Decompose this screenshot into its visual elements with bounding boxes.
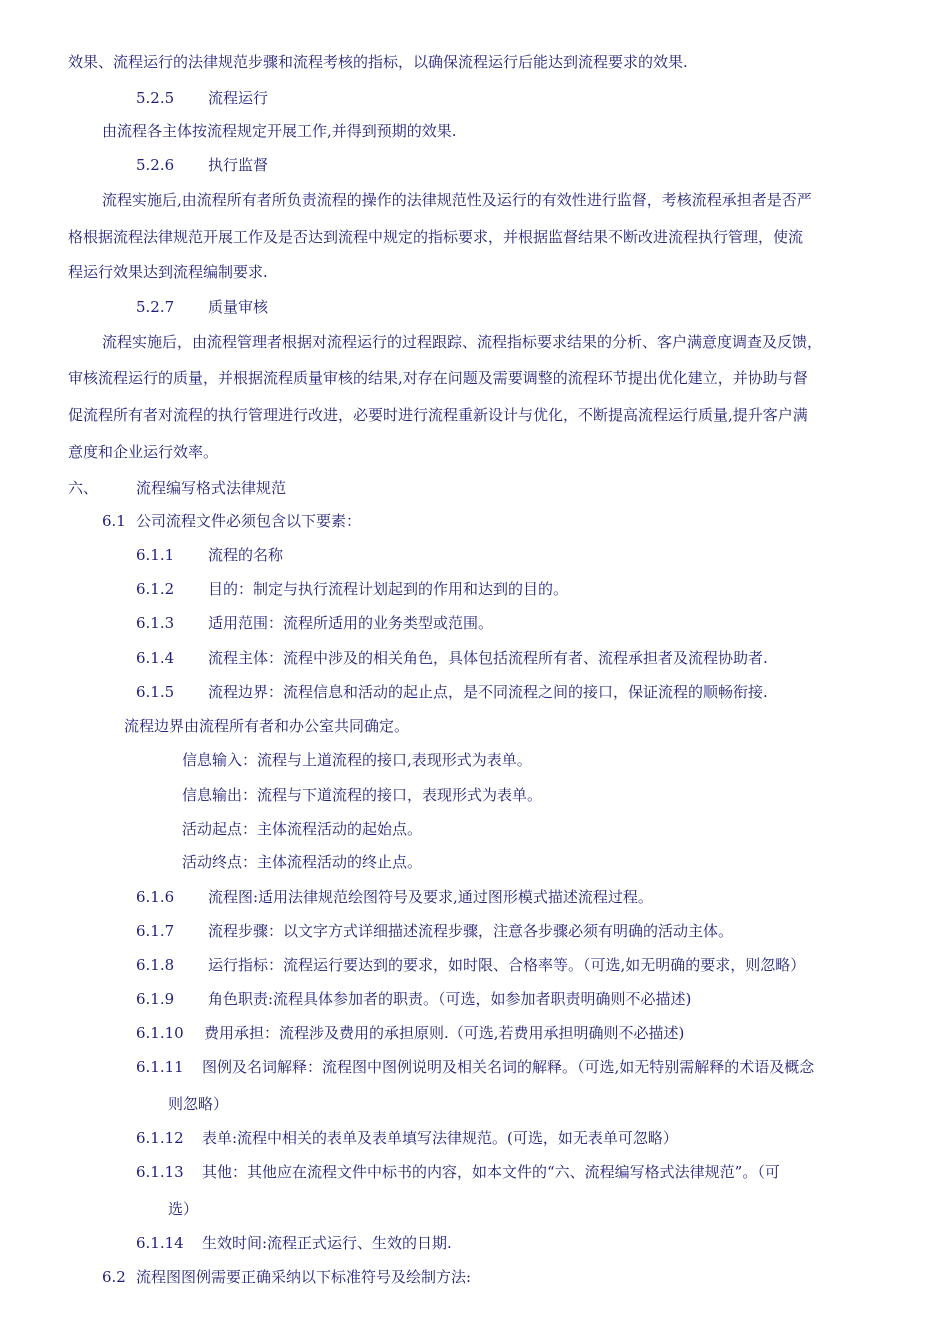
section-title: 流程图图例需要正确采纳以下标准符号及绘制方法: — [136, 1268, 472, 1286]
item-number: 6.1.4 — [136, 649, 175, 667]
list-item — [136, 613, 493, 633]
section-number: 5.2.5 — [136, 89, 175, 107]
item-text: 运行指标：流程运行要达到的要求，如时限、合格率等。（可选,如无明确的要求，则忽略） — [208, 956, 806, 974]
boundary-item: 信息输出：流程与下道流程的接口，表现形式为表单。 — [182, 786, 543, 804]
item-number: 6.1.10 — [136, 1024, 184, 1042]
item-text: 费用承担：流程涉及费用的承担原则.（可选,若费用承担明确则不必描述) — [204, 1024, 685, 1042]
item-text: 表单:流程中相关的表单及表单填写法律规范。(可选，如无表单可忽略） — [202, 1129, 678, 1147]
item-number: 6.1.14 — [136, 1234, 184, 1252]
section-title: 执行监督 — [208, 156, 269, 174]
item-continuation: 选） — [168, 1200, 199, 1218]
paragraph-line: 流程实施后，由流程管理者根据对流程运行的过程跟踪、流程指标要求结果的分析、客户满意度调查及反馈， — [102, 333, 823, 351]
paragraph-line: 格根据流程法律规范开展工作及是否达到流程中规定的指标要求，并根据监督结果不断改进流程执行管理，使流 — [68, 228, 804, 246]
item-text: 目的：制定与执行流程计划起到的作用和达到的目的。 — [208, 580, 569, 598]
section-heading-5-2-6 — [136, 155, 268, 175]
item-number: 6.1.3 — [136, 614, 175, 632]
subsection-heading-6-2 — [102, 1267, 471, 1287]
item-continuation: 则忽略） — [168, 1095, 229, 1113]
list-item — [136, 1162, 780, 1182]
paragraph-line: 由流程各主体按流程规定开展工作,并得到预期的效果. — [102, 122, 457, 140]
item-number: 6.1.2 — [136, 580, 175, 598]
list-item — [136, 1128, 678, 1148]
list-item — [136, 921, 733, 941]
list-item — [136, 887, 653, 907]
list-item — [136, 648, 768, 668]
section-number: 6.2 — [102, 1268, 126, 1286]
section-title: 公司流程文件必须包含以下要素： — [136, 512, 362, 530]
item-text: 流程步骤：以文字方式详细描述流程步骤，注意各步骤必须有明确的活动主体。 — [208, 922, 734, 940]
list-item — [136, 545, 283, 565]
item-number: 6.1.9 — [136, 990, 175, 1008]
item-number: 6.1.12 — [136, 1129, 184, 1147]
item-text: 流程主体：流程中涉及的相关角色，具体包括流程所有者、流程承担者及流程协助者. — [208, 649, 768, 667]
item-text: 角色职责:流程具体参加者的职责。（可选，如参加者职责明确则不必描述) — [208, 990, 692, 1008]
item-text: 流程边界：流程信息和活动的起止点，是不同流程之间的接口，保证流程的顺畅衔接. — [208, 683, 768, 701]
item-text: 生效时间:流程正式运行、生效的日期. — [202, 1234, 452, 1252]
section-number: 5.2.7 — [136, 298, 175, 316]
chapter-heading — [68, 478, 286, 498]
paragraph-line: 流程实施后,由流程所有者所负责流程的操作的法律规范性及运行的有效性进行监督，考核流程承担者是否严 — [102, 191, 812, 209]
section-title: 质量审核 — [208, 298, 269, 316]
section-heading-5-2-5 — [136, 88, 268, 108]
section-heading-5-2-7 — [136, 297, 268, 317]
chapter-number: 六、 — [68, 479, 99, 497]
item-number: 6.1.13 — [136, 1163, 184, 1181]
section-title: 流程运行 — [208, 89, 269, 107]
list-item — [136, 579, 568, 599]
boundary-item: 信息输入：流程与上道流程的接口,表现形式为表单。 — [182, 751, 532, 769]
item-text: 流程的名称 — [208, 546, 284, 564]
subsection-heading-6-1 — [102, 511, 361, 531]
boundary-note: 流程边界由流程所有者和办公室共同确定。 — [124, 717, 410, 735]
item-number: 6.1.8 — [136, 956, 175, 974]
list-item — [136, 1023, 684, 1043]
list-item — [136, 682, 768, 702]
paragraph-line: 效果、流程运行的法律规范步骤和流程考核的指标，以确保流程运行后能达到流程要求的效果. — [68, 53, 688, 71]
paragraph-line: 意度和企业运行效率。 — [68, 443, 219, 461]
item-number: 6.1.1 — [136, 546, 175, 564]
list-item — [136, 1233, 452, 1253]
boundary-item: 活动起点：主体流程活动的起始点。 — [182, 820, 423, 838]
section-number: 5.2.6 — [136, 156, 175, 174]
list-item — [136, 955, 805, 975]
item-text: 其他：其他应在流程文件中标书的内容，如本文件的“六、流程编写格式法律规范”。（可 — [202, 1163, 780, 1181]
item-text: 流程图:适用法律规范绘图符号及要求,通过图形模式描述流程过程。 — [208, 888, 653, 906]
boundary-item: 活动终点：主体流程活动的终止点。 — [182, 853, 423, 871]
paragraph-line: 程运行效果达到流程编制要求. — [68, 263, 268, 281]
list-item — [136, 989, 691, 1009]
paragraph-line: 审核流程运行的质量，并根据流程质量审核的结果,对存在问题及需要调整的流程环节提出优化建立，并协助与督 — [68, 369, 808, 387]
item-number: 6.1.6 — [136, 888, 175, 906]
list-item — [136, 1057, 814, 1077]
item-number: 6.1.7 — [136, 922, 175, 940]
item-text: 适用范围：流程所适用的业务类型或范围。 — [208, 614, 494, 632]
section-number: 6.1 — [102, 512, 126, 530]
chapter-title: 流程编写格式法律规范 — [136, 479, 287, 497]
paragraph-line: 促流程所有者对流程的执行管理进行改进，必要时进行流程重新设计与优化，不断提高流程运行质量,提升客户满 — [68, 406, 808, 424]
item-number: 6.1.5 — [136, 683, 175, 701]
item-number: 6.1.11 — [136, 1058, 184, 1076]
item-text: 图例及名词解释：流程图中图例说明及相关名词的解释。（可选,如无特别需解释的术语及概念 — [202, 1058, 815, 1076]
